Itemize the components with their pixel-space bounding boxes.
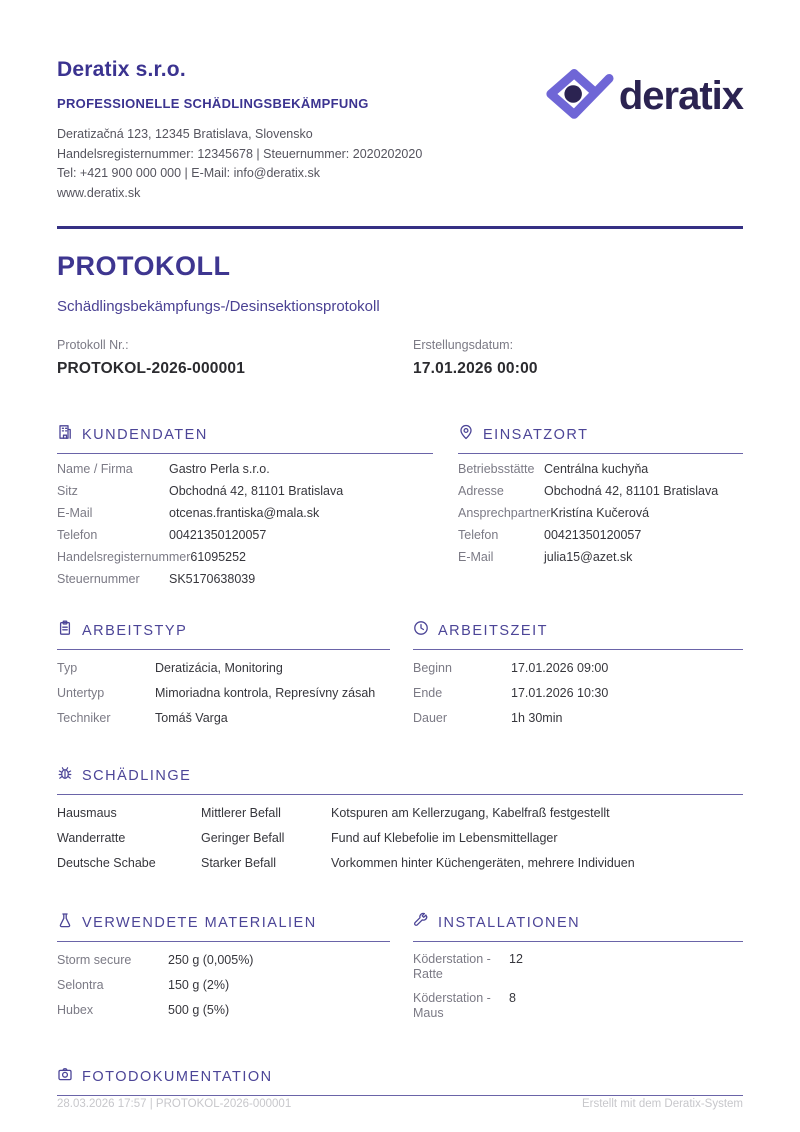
section-schaedlinge <box>57 765 743 870</box>
kv-row: Betriebsstätte Centrálna kuchyňa <box>458 462 649 476</box>
bug-icon <box>57 765 73 786</box>
arbeitszeit-title: ARBEITSZEIT <box>438 622 548 639</box>
kv-row: Adresse Obchodná 42, 81101 Bratislava <box>458 484 719 498</box>
kv-row: Steuernummer SK5170638039 <box>57 572 256 586</box>
document-footer <box>57 1098 743 1110</box>
kv-row: Techniker Tomáš Varga <box>57 711 228 725</box>
protocol-meta <box>57 338 743 378</box>
page-subtitle: Schädlingsbekämpfungs-/Desinsektionsprotokoll <box>57 298 380 315</box>
kv-row: Typ Deratizácia, Monitoring <box>57 661 283 675</box>
kv-row: Handelsregisternummer 61095252 <box>57 550 247 564</box>
kv-row: Telefon 00421350120057 <box>458 528 642 542</box>
pest-row <box>57 832 743 845</box>
section-materialien <box>57 912 390 1020</box>
creation-date-label: Erstellungsdatum: <box>413 338 514 352</box>
kv-row: E-Mail otcenas.frantiska@mala.sk <box>57 506 320 520</box>
company-website: www.deratix.sk <box>57 185 141 200</box>
logo-wordmark: deratix <box>618 73 743 118</box>
clipboard-icon <box>57 620 73 641</box>
clock-icon <box>413 620 429 641</box>
kv-row: Beginn 17.01.2026 09:00 <box>413 661 609 675</box>
protocol-number-label: Protokoll Nr.: <box>57 338 129 352</box>
wrench-icon <box>413 912 429 933</box>
section-kundendaten <box>57 424 433 586</box>
company-block <box>57 58 422 203</box>
schaedlinge-header <box>57 765 743 795</box>
flask-icon <box>57 912 73 933</box>
document-header <box>57 58 743 203</box>
pest-note: Kotspuren am Kellerzugang, Kabelfraß festgestellt <box>331 806 610 820</box>
kv-row: E-Mail julia15@azet.sk <box>458 550 633 564</box>
company-registry: Handelsregisternummer: 12345678 | Steuernummer: 2020202020 <box>57 146 423 161</box>
creation-date-cell <box>413 338 538 378</box>
company-contact: Tel: +421 900 000 000 | E-Mail: info@deratix.sk <box>57 166 320 180</box>
pest-note: Fund auf Klebefolie im Lebensmittellager <box>331 831 558 845</box>
pest-row <box>57 857 743 870</box>
company-logo <box>543 64 743 127</box>
row-worktype-worktime <box>57 620 743 725</box>
footer-generator: Erstellt mit dem Deratix-System <box>581 1098 743 1110</box>
pest-severity: Mittlerer Befall <box>201 806 281 820</box>
kv-row: Ansprechpartner Kristína Kučerová <box>458 506 650 520</box>
fotodokumentation-header <box>57 1066 743 1096</box>
materialien-header <box>57 912 390 942</box>
kundendaten-title: KUNDENDATEN <box>82 426 208 443</box>
section-arbeitstyp <box>57 620 390 725</box>
arbeitstyp-header <box>57 620 390 650</box>
arbeitszeit-header <box>413 620 743 650</box>
section-fotodokumentation <box>57 1066 743 1096</box>
header-divider <box>57 226 743 229</box>
kv-row: Storm secure 250 g (0,005%) <box>57 953 254 967</box>
company-name: Deratix s.r.o. <box>57 58 186 81</box>
kv-row: Name / Firma Gastro Perla s.r.o. <box>57 462 270 476</box>
section-einsatzort <box>458 424 743 586</box>
company-tagline: PROFESSIONELLE SCHÄDLINGSBEKÄMPFUNG <box>57 96 369 111</box>
protocol-number-value: PROTOKOL-2026-000001 <box>57 360 246 377</box>
row-materials-installations <box>57 912 743 1020</box>
pest-row <box>57 807 743 820</box>
pest-severity: Geringer Befall <box>201 831 285 845</box>
kv-row: Dauer 1h 30min <box>413 711 563 725</box>
company-address-block <box>57 125 422 203</box>
kv-row: Ende 17.01.2026 10:30 <box>413 686 609 700</box>
kv-row: Köderstation - Maus 8 <box>413 991 516 1020</box>
kv-row: Köderstation - Ratte 12 <box>413 952 523 981</box>
camera-icon <box>57 1066 73 1087</box>
kv-row: Hubex 500 g (5%) <box>57 1003 230 1017</box>
section-installationen <box>413 912 743 1020</box>
page-title: PROTOKOLL <box>57 251 231 281</box>
installationen-header <box>413 912 743 942</box>
pest-name: Hausmaus <box>57 806 117 820</box>
map-pin-icon <box>458 424 474 445</box>
pest-name: Deutsche Schabe <box>57 856 156 870</box>
kv-row: Selontra 150 g (2%) <box>57 978 230 992</box>
materialien-title: VERWENDETE MATERIALIEN <box>82 914 317 931</box>
row-customer-location <box>57 424 743 586</box>
company-address: Deratizačná 123, 12345 Bratislava, Slovensko <box>57 127 313 141</box>
eye-icon <box>543 64 615 127</box>
fotodokumentation-title: FOTODOKUMENTATION <box>82 1068 273 1085</box>
kundendaten-header <box>57 424 433 454</box>
pest-severity: Starker Befall <box>201 856 277 870</box>
einsatzort-header <box>458 424 743 454</box>
pest-note: Vorkommen hinter Küchengeräten, mehrere Individuen <box>331 856 635 870</box>
kv-row: Untertyp Mimoriadna kontrola, Represívny zásah <box>57 686 376 700</box>
schaedlinge-title: SCHÄDLINGE <box>82 767 192 784</box>
installationen-title: INSTALLATIONEN <box>438 914 581 931</box>
pest-name: Wanderratte <box>57 831 126 845</box>
kv-row: Sitz Obchodná 42, 81101 Bratislava <box>57 484 344 498</box>
einsatzort-title: EINSATZORT <box>483 426 589 443</box>
footer-timestamp: 28.03.2026 17:57 | PROTOKOL-2026-000001 <box>57 1098 292 1110</box>
arbeitstyp-title: ARBEITSTYP <box>82 622 188 639</box>
creation-date-value: 17.01.2026 00:00 <box>413 360 538 377</box>
section-arbeitszeit <box>413 620 743 725</box>
kv-row: Telefon 00421350120057 <box>57 528 267 542</box>
building-icon <box>57 424 73 445</box>
protocol-number-cell <box>57 338 413 378</box>
